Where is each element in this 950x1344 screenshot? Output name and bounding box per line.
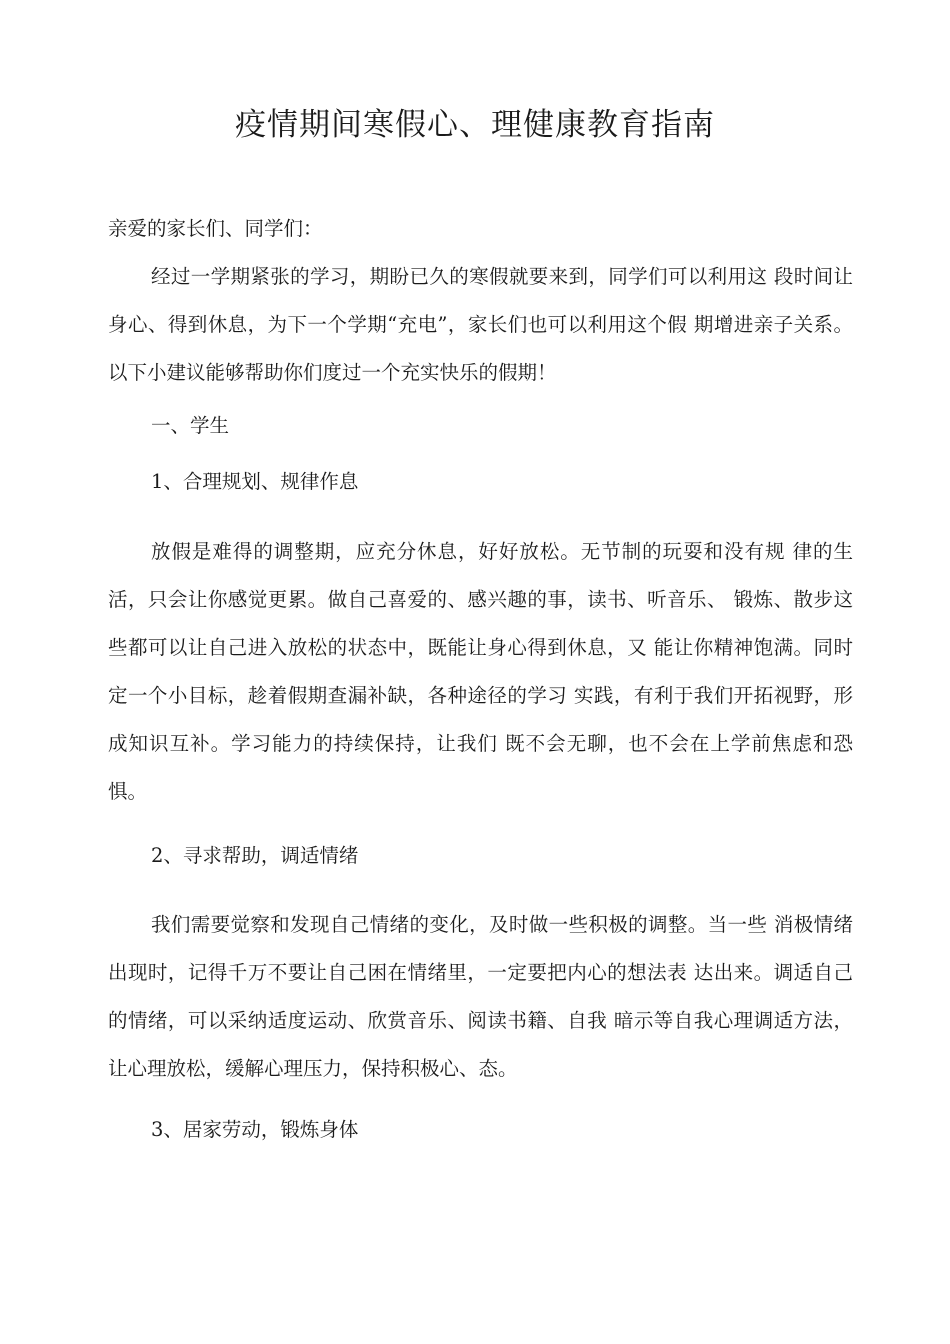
- intro-paragraph: 经过一学期紧张的学习，期盼已久的寒假就要来到，同学们可以利用这 段时间让身心、得到休息，为下一个学期“充电”，家长们也可以利用这个假 期增进亲子关系。以下小建议能够帮助你们度过一个充实快乐的假期！: [108, 265, 853, 384]
- item-heading-2: 2、寻求帮助，调适情绪: [151, 844, 359, 867]
- section-heading-students: 一、学生: [151, 414, 230, 437]
- item-heading-3: 3、居家劳动，锻炼身体: [151, 1118, 359, 1141]
- item-paragraph-1: 放假是难得的调整期，应充分休息，好好放松。无节制的玩耍和没有规 律的生活，只会让你感觉更累。做自己喜爱的、感兴趣的事，读书、听音乐、 锻炼、散步这些都可以让自己进入放松的状态中，既能让身心得到休息，又 能让你精神饱满。同时定一个小目标，趁着假期查漏补缺，各种途径的学习 实践，有利于我们开拓视野，形成知识互补。学习能力的持续保持，让我们 既不会无聊，也不会在上学前焦虑和恐惧。: [108, 540, 853, 803]
- salutation: 亲爱的家长们、同学们：: [108, 217, 323, 240]
- item-heading-1: 1、合理规划、规律作息: [151, 470, 359, 493]
- document-title: 疫情期间寒假心、理健康教育指南: [235, 107, 715, 143]
- item-paragraph-2: 我们需要觉察和发现自己情绪的变化，及时做一些积极的调整。当一些 消极情绪出现时，记得千万不要让自己困在情绪里，一定要把内心的想法表 达出来。调适自己的情绪，可以采纳适度运动、欣赏音乐、阅读书籍、自我 暗示等自我心理调适方法，让心理放松，缓解心理压力，保持积极心、态。: [108, 913, 853, 1080]
